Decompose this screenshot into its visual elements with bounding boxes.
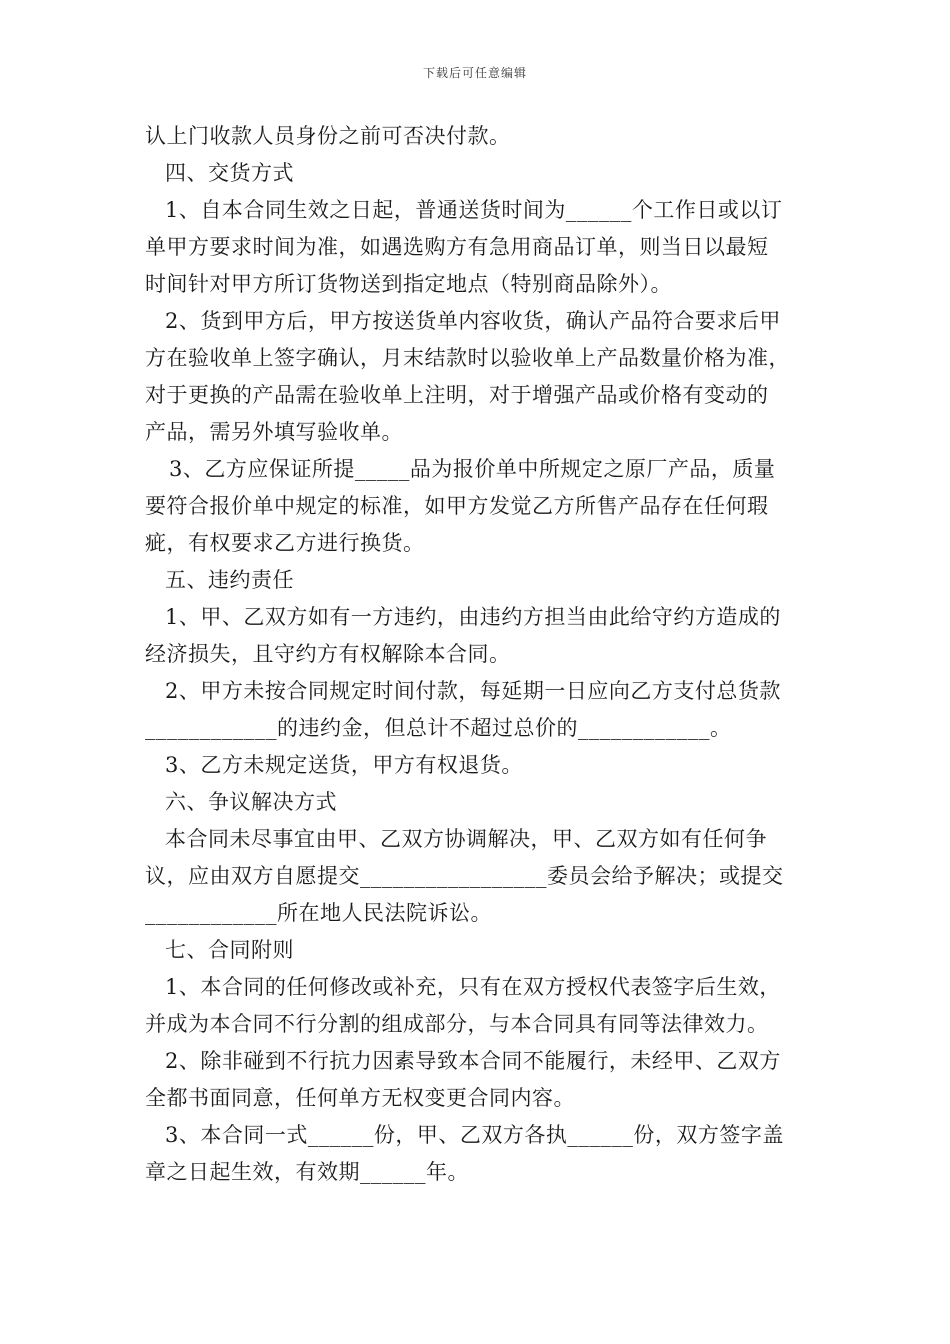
- text-line: 1、甲、乙双方如有一方违约，由违约方担当由此给守约方造成的: [165, 605, 781, 629]
- text-line: 本合同未尽事宜由甲、乙双方协调解决，甲、乙双方如有任何争: [165, 827, 767, 851]
- text-line: 对于更换的产品需在验收单上注明，对于增强产品或价格有变动的: [145, 383, 769, 407]
- document-body: [145, 118, 810, 1191]
- text-line: 全都书面同意，任何单方无权变更合同内容。: [145, 1086, 575, 1110]
- text-line: 3、乙方未规定送货，甲方有权退货。: [165, 753, 523, 777]
- text-line: ____________所在地人民法院诉讼。: [145, 901, 492, 925]
- page-header: 下载后可任意编辑: [422, 66, 527, 80]
- text-line: 单甲方要求时间为准，如遇选购方有急用商品订单，则当日以最短: [145, 235, 769, 259]
- text-line: ____________的违约金，但总计不超过总价的____________。: [145, 716, 732, 740]
- section-heading-delivery: 四、交货方式: [165, 161, 294, 185]
- section-heading-provisions: 七、合同附则: [165, 938, 294, 962]
- text-line: 要符合报价单中规定的标准，如甲方发觉乙方所售产品存在任何瑕: [145, 494, 769, 518]
- text-line: 1、本合同的任何修改或补充，只有在双方授权代表签字后生效，: [165, 975, 781, 999]
- section-heading-liability: 五、违约责任: [165, 568, 294, 592]
- text-line: 2、甲方未按合同规定时间付款，每延期一日应向乙方支付总货款: [165, 679, 781, 703]
- text-line: 认上门收款人员身份之前可否决付款。: [145, 124, 511, 148]
- text-line: 议，应由双方自愿提交_________________委员会给予解决；或提交: [145, 864, 784, 888]
- text-line: 时间针对甲方所订货物送到指定地点（特别商品除外）。: [145, 272, 672, 296]
- text-line: 疵，有权要求乙方进行换货。: [145, 531, 425, 555]
- text-line: 产品，需另外填写验收单。: [145, 420, 403, 444]
- text-line: 并成为本合同不行分割的组成部分，与本合同具有同等法律效力。: [145, 1012, 769, 1036]
- text-line: 3、本合同一式______份，甲、乙双方各执______份，双方签字盖: [165, 1123, 784, 1147]
- text-line: 1、自本合同生效之日起，普通送货时间为______个工作日或以订: [165, 198, 783, 222]
- text-line: 章之日起生效，有效期______年。: [145, 1160, 469, 1184]
- text-line: 2、除非碰到不行抗力因素导致本合同不能履行，未经甲、乙双方: [165, 1049, 781, 1073]
- section-heading-dispute: 六、争议解决方式: [165, 790, 337, 814]
- text-line: 方在验收单上签字确认，月末结款时以验收单上产品数量价格为准，: [145, 346, 790, 370]
- text-line: 3、乙方应保证所提_____品为报价单中所规定之原厂产品，质量: [169, 457, 776, 481]
- text-line: 2、货到甲方后，甲方按送货单内容收货，确认产品符合要求后甲: [165, 309, 781, 333]
- text-line: 经济损失，且守约方有权解除本合同。: [145, 642, 511, 666]
